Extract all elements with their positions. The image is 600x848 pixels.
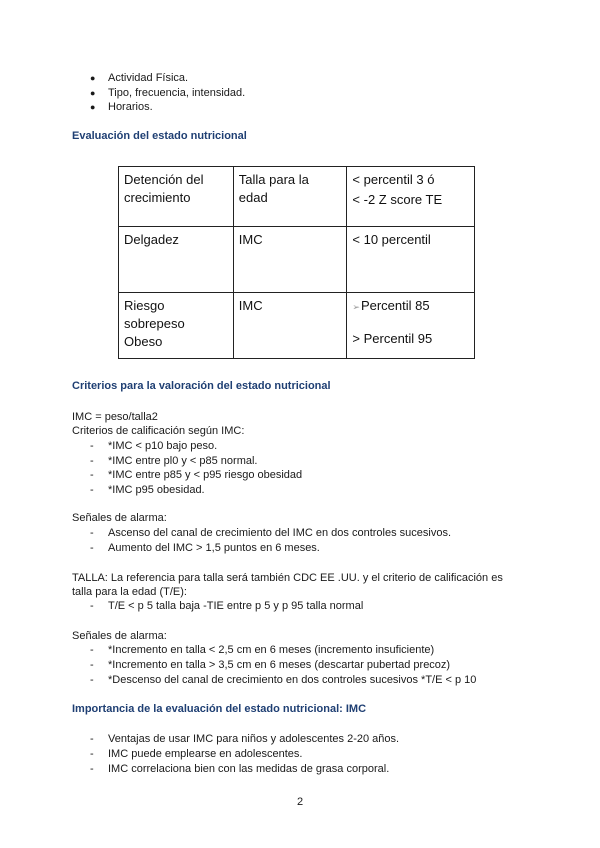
importance-item: Ventajas de usar IMC para niños y adolescentes 2-20 años. [108, 733, 400, 745]
dash-marker: - [90, 455, 94, 467]
table-cell: < 10 percentil [347, 227, 475, 293]
table-row [119, 293, 475, 359]
table-cell: Delgadez [119, 227, 234, 293]
dash-marker: - [90, 733, 94, 745]
arrow-icon: ➢ [352, 302, 360, 312]
dash-marker: - [90, 748, 94, 760]
table-row [119, 227, 475, 293]
alarm-item: Aumento del IMC > 1,5 puntos en 6 meses. [108, 542, 320, 554]
imc-formula: IMC = peso/talla2 [72, 411, 158, 423]
table-cell: ➢Percentil 85 > Percentil 95 [347, 293, 475, 359]
table-cell: IMC [233, 227, 347, 293]
alarm-item: *Incremento en talla > 3,5 cm en 6 meses (descartar pubertad precoz) [108, 659, 451, 671]
dash-marker: - [90, 763, 94, 775]
dash-marker: - [90, 600, 94, 612]
alarm-item: Ascenso del canal de crecimiento del IMC en dos controles sucesivos. [108, 527, 452, 539]
table-row [119, 167, 475, 227]
table-cell: < percentil 3 ó < -2 Z score TE [347, 167, 475, 227]
bullet-dot: ● [90, 88, 96, 98]
section-heading-importancia: Importancia de la evaluación del estado nutricional: IMC [72, 703, 367, 715]
dash-marker: - [90, 644, 94, 656]
alarm-item: *Incremento en talla < 2,5 cm en 6 meses (incremento insuficiente) [108, 644, 435, 656]
talla-paragraph: talla para la edad (T/E): [72, 586, 187, 598]
dash-marker: - [90, 440, 94, 452]
table-cell: Detención del crecimiento [119, 167, 234, 227]
table-cell: Talla para la edad [233, 167, 347, 227]
talla-paragraph: TALLA: La referencia para talla será también CDC EE .UU. y el criterio de calificación es [72, 572, 503, 584]
page-number: 2 [296, 796, 304, 808]
talla-item: T/E < p 5 talla baja -TIE entre p 5 y p 95 talla normal [108, 600, 364, 612]
dash-marker: - [90, 527, 94, 539]
intro-bullet: Actividad Física. [108, 72, 189, 84]
intro-bullet: Tipo, frecuencia, intensidad. [108, 87, 246, 99]
intro-bullet: Horarios. [108, 101, 153, 113]
dash-marker: - [90, 542, 94, 554]
dash-marker: - [90, 484, 94, 496]
criteria-item: *IMC p95 obesidad. [108, 484, 205, 496]
evaluation-table [118, 166, 475, 359]
importance-item: IMC puede emplearse en adolescentes. [108, 748, 303, 760]
section-heading-criterios: Criterios para la valoración del estado nutricional [72, 380, 331, 392]
dash-marker: - [90, 674, 94, 686]
criteria-item: *IMC entre pl0 y < p85 normal. [108, 455, 258, 467]
alarm-item: *Descenso del canal de crecimiento en dos controles sucesivos *T/E < p 10 [108, 674, 477, 686]
dash-marker: - [90, 659, 94, 671]
alarm-title: Señales de alarma: [72, 512, 167, 524]
alarm-title: Señales de alarma: [72, 630, 167, 642]
bullet-dot: ● [90, 73, 96, 83]
importance-item: IMC correlaciona bien con las medidas de grasa corporal. [108, 763, 390, 775]
table-cell: Riesgo sobrepeso Obeso [119, 293, 234, 359]
criteria-intro: Criterios de calificación según IMC: [72, 425, 245, 437]
criteria-item: *IMC entre p85 y < p95 riesgo obesidad [108, 469, 303, 481]
criteria-item: *IMC < p10 bajo peso. [108, 440, 218, 452]
bullet-dot: ● [90, 102, 96, 112]
table-cell: IMC [233, 293, 347, 359]
section-heading-evaluacion: Evaluación del estado nutricional [72, 130, 247, 142]
dash-marker: - [90, 469, 94, 481]
